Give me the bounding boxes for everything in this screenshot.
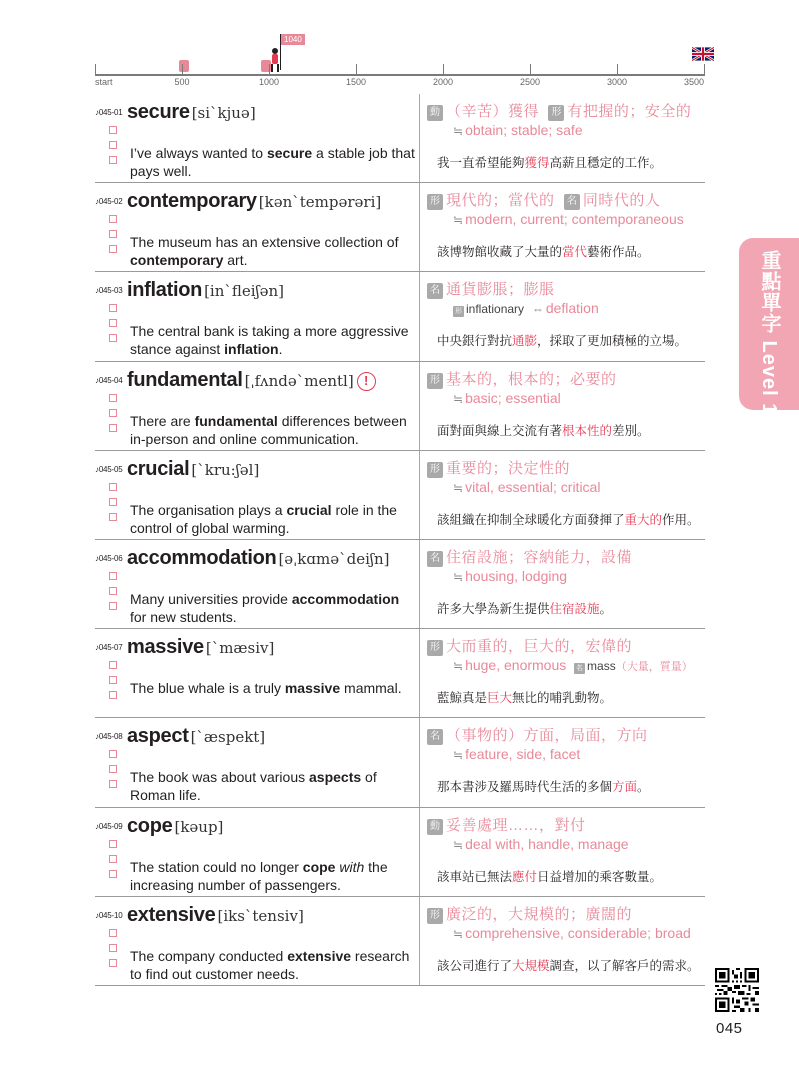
timeline-tick-label: 500 [174, 77, 190, 87]
track-id: 045-05 [98, 464, 123, 474]
review-checkbox[interactable] [109, 780, 117, 788]
definition: 重要的；決定性的 [446, 459, 571, 477]
track-id: 045-01 [98, 108, 123, 117]
example-sentence [130, 233, 416, 269]
phonetic: [siˋkjuə] [191, 104, 256, 122]
synonym-line [453, 568, 567, 584]
audio-track-number[interactable]: ♪045-01 [95, 108, 123, 117]
part-of-speech-icon: 形 [427, 640, 443, 656]
part-of-speech-icon: 動 [427, 819, 443, 835]
sentence-keyword: aspects [309, 769, 362, 786]
track-id: 045-03 [98, 286, 123, 296]
review-checkbox[interactable] [109, 156, 117, 164]
sentence-text: There are [130, 412, 195, 429]
headword-line [95, 279, 284, 302]
entry-right-panel [427, 183, 705, 271]
part-of-speech-icon: 形 [427, 373, 443, 389]
phonetic: [inˋfleiʃən] [204, 282, 285, 301]
translation-text: 藝術作品。 [587, 245, 650, 260]
headword: massive [126, 636, 204, 659]
synonyms: obtain; stable; safe [465, 122, 583, 138]
timeline-tick-label: 1500 [345, 77, 367, 87]
sentence-keyword: accommodation [291, 590, 400, 607]
definition: 基本的，根本的；必要的 [446, 370, 617, 388]
entry-right-panel [427, 718, 705, 806]
timeline-tick-label: 2000 [432, 77, 454, 87]
synonyms: vital, essential; critical [465, 478, 601, 495]
definition: 大而重的，巨大的，宏偉的 [446, 638, 633, 656]
entry-right-panel [427, 451, 705, 539]
audio-track-number[interactable]: ♪045-09 [95, 821, 123, 831]
audio-track-number[interactable]: ♪045-04 [95, 375, 123, 385]
definition: 現代的；當代的 [446, 192, 555, 210]
translation [437, 688, 612, 706]
translation-text: 調查，以了解客戶的需求。 [549, 958, 700, 973]
translation [437, 956, 700, 974]
translation-text: 中央銀行對抗 [437, 334, 513, 349]
derivative-pos-icon: 名 [576, 665, 584, 673]
phonetic: [iksˋtensiv] [217, 906, 304, 925]
synonym-line [453, 836, 629, 852]
review-checkbox[interactable] [109, 587, 117, 595]
translation-keyword: 通膨 [512, 334, 538, 349]
sentence-text: of Roman life. [130, 769, 377, 804]
review-checkbox[interactable] [109, 141, 117, 149]
synonyms: housing, lodging [465, 567, 568, 584]
translation-text: 高薪且穩定的工作。 [549, 156, 663, 170]
sentence-text: The book was about various [130, 769, 309, 786]
synonym-line [453, 925, 691, 941]
headword: inflation [126, 279, 203, 302]
definition-line [427, 189, 660, 210]
synonym-line [453, 300, 599, 317]
translation-text: 許多大學為新生提供 [437, 601, 550, 616]
timeline-tick-label: 3500 [683, 77, 705, 87]
sentence-text: The station could no longer [130, 858, 303, 875]
translation-text: 那本書涉及羅馬時代生活的多個 [437, 780, 613, 795]
headword: aspect [126, 725, 189, 748]
phonetic: [ˋmæsiv] [205, 639, 275, 658]
audio-track-number[interactable]: ♪045-05 [95, 464, 123, 474]
headword-line [95, 904, 304, 927]
sentence-text: for new students. [130, 608, 237, 625]
sentence-text: The company conducted [130, 947, 288, 964]
review-checkbox[interactable] [109, 572, 117, 580]
sentence-text: The central bank is taking a more aggressive stance against [130, 323, 409, 358]
synonym-icon: ≒ [453, 391, 464, 406]
audio-track-number[interactable]: ♪045-08 [95, 732, 123, 742]
timeline-tick [356, 64, 357, 74]
vocab-entry [95, 629, 705, 718]
translation [437, 421, 650, 439]
definition: 同時代的人 [582, 192, 661, 210]
antonym: deflation [545, 300, 599, 317]
translation-text: 該組織在抑制全球暖化方面發揮了 [437, 512, 625, 527]
definition-line [427, 635, 632, 656]
vocab-entry [95, 451, 705, 540]
example-sentence [130, 858, 416, 894]
synonym-icon: ≒ [453, 926, 464, 941]
translation-text: 該公司進行了 [437, 958, 513, 973]
example-sentence [130, 679, 416, 697]
definition-line [427, 100, 691, 121]
example-sentence [130, 412, 416, 448]
translation-text: 差別。 [612, 423, 650, 438]
vocab-entry [95, 183, 705, 272]
review-checkbox[interactable] [109, 230, 117, 238]
derivative-pos-icon: 形 [455, 308, 462, 316]
translation-keyword: 當代 [562, 245, 588, 260]
part-of-speech-icon: 形 [548, 105, 564, 121]
headword-line [95, 458, 259, 481]
review-checkboxes [109, 929, 118, 974]
example-sentence [130, 501, 416, 537]
review-checkboxes [109, 661, 118, 706]
entry-right-panel [427, 94, 705, 182]
translation-keyword: 大規模 [512, 958, 550, 973]
sentence-keyword: fundamental [194, 412, 278, 429]
synonym-line [453, 657, 693, 674]
translation-text: ，採取了更加積極的立場。 [537, 334, 688, 349]
chapter-side-tab [739, 238, 799, 416]
timeline-tick [182, 64, 183, 74]
entry-left-panel [95, 451, 420, 539]
page-number: 045 [716, 1020, 743, 1037]
vocab-entry [95, 272, 705, 361]
sentence-text: The organisation plays a [130, 501, 287, 518]
headword-line [95, 725, 265, 748]
sentence-text: the increasing number of passengers. [130, 858, 388, 893]
headword-line [95, 547, 389, 570]
sentence-keyword: secure [266, 145, 313, 161]
definition-line [427, 724, 648, 745]
antonym-icon: ⇔ [531, 302, 544, 317]
entry-left-panel [95, 629, 420, 717]
timeline-tick-label: 3000 [606, 77, 628, 87]
synonym-icon: ≒ [453, 569, 464, 584]
definition: 妥善處理……，對付 [446, 816, 586, 834]
review-checkbox[interactable] [109, 676, 117, 684]
definition-line [427, 457, 570, 478]
translation-text: 。 [637, 780, 650, 795]
vocab-entry [95, 718, 705, 807]
definition-line [427, 278, 555, 299]
audio-track-number[interactable]: ♪045-10 [95, 910, 123, 920]
progress-axis-line [95, 74, 705, 76]
definition: 通貨膨脹；膨脹 [446, 281, 555, 299]
entry-left-panel [95, 362, 420, 450]
audio-track-number[interactable]: ♪045-02 [95, 197, 123, 207]
entry-right-panel [427, 897, 705, 985]
review-checkbox[interactable] [109, 944, 117, 952]
derivative-word: inflationary [466, 302, 525, 317]
review-checkbox[interactable] [109, 661, 117, 669]
synonym-line [453, 746, 580, 762]
translation [437, 867, 662, 885]
review-checkbox[interactable] [109, 929, 117, 937]
entry-left-panel [95, 94, 420, 182]
review-checkboxes [109, 304, 118, 349]
derivative-note: （大量，質量） [615, 661, 693, 674]
sentence-text: differences between in-person and online communication. [130, 412, 407, 447]
translation-text: 無比的哺乳動物。 [512, 691, 613, 706]
translation [437, 331, 687, 349]
progress-marker-walker-icon [271, 48, 279, 72]
timeline-tick [530, 64, 531, 74]
translation-keyword: 應付 [512, 869, 538, 884]
synonyms: modern, current; contemporaneous [465, 211, 684, 228]
translation-keyword: 根本性的 [562, 423, 613, 438]
synonym-icon: ≒ [453, 837, 464, 852]
translation-keyword: 重大的 [624, 512, 663, 527]
timeline-tick [443, 64, 444, 74]
vocabulary-list [95, 94, 705, 986]
synonym-icon: ≒ [453, 213, 464, 228]
phonetic: [ˋæspekt] [190, 728, 266, 747]
entry-right-panel [427, 540, 705, 628]
entry-right-panel [427, 808, 705, 896]
reader-figure-icon [179, 60, 189, 72]
timeline-tick-label: 1000 [258, 77, 280, 87]
entry-left-panel [95, 808, 420, 896]
review-checkbox[interactable] [109, 691, 117, 699]
review-checkbox[interactable] [109, 840, 117, 848]
qr-code-icon[interactable] [715, 968, 759, 1012]
progress-current-flag: 1040 [281, 34, 305, 45]
part-of-speech-icon: 名 [427, 551, 443, 567]
review-checkbox[interactable] [109, 870, 117, 878]
translation [437, 777, 650, 795]
example-sentence [130, 768, 416, 804]
review-checkbox[interactable] [109, 215, 117, 223]
example-sentence [130, 322, 416, 358]
translation-text: 日益增加的乘客數量。 [537, 869, 663, 884]
definition: 有把握的；安全的 [567, 103, 692, 120]
phonetic: [kənˋtempərəri] [258, 193, 382, 212]
translation-text: 藍鯨真是 [437, 691, 488, 706]
part-of-speech-icon: 形 [427, 194, 443, 210]
part-of-speech-icon: 形 [427, 462, 443, 478]
example-sentence [130, 590, 416, 626]
review-checkbox[interactable] [109, 304, 117, 312]
review-checkbox[interactable] [109, 513, 117, 521]
translation [437, 510, 700, 528]
headword: accommodation [126, 546, 277, 569]
track-id: 045-06 [98, 553, 123, 563]
vocab-entry [95, 362, 705, 451]
part-of-speech-icon: 名 [427, 729, 443, 745]
entry-right-panel [427, 272, 705, 360]
review-checkbox[interactable] [109, 602, 117, 610]
headword-line [95, 190, 381, 213]
definition-line [427, 546, 632, 567]
synonym-icon: ≒ [453, 124, 464, 138]
audio-track-number[interactable]: ♪045-06 [95, 553, 123, 563]
review-checkbox[interactable] [109, 483, 117, 491]
timeline-tick [617, 64, 618, 74]
review-checkboxes [109, 840, 118, 885]
warning-icon: ! [357, 372, 376, 391]
chapter-side-tab-label: 重點單字 Level 1 [758, 250, 780, 416]
sentence-text: The blue whale is a truly [130, 680, 285, 697]
headword: contemporary [126, 190, 257, 213]
review-checkbox[interactable] [109, 334, 117, 342]
derivative-word: mass [587, 659, 616, 674]
sentence-keyword: contemporary [130, 252, 224, 269]
review-checkboxes [109, 126, 118, 171]
review-checkbox[interactable] [109, 765, 117, 773]
definition: 住宿設施；容納能力，設備 [446, 548, 633, 566]
definition: （事物的）方面，局面，方向 [446, 727, 648, 745]
sentence-text: The museum has an extensive collection of [130, 234, 399, 251]
synonym-icon: ≒ [453, 480, 464, 495]
review-checkboxes [109, 394, 118, 439]
definition-line [427, 903, 632, 924]
review-checkbox[interactable] [109, 126, 117, 134]
synonym-line [453, 211, 684, 227]
translation-text: 面對面與線上交流有著 [437, 423, 563, 438]
sentence-text: mammal. [340, 680, 402, 697]
example-sentence [130, 144, 416, 180]
part-of-speech-icon: 形 [427, 908, 443, 924]
entry-left-panel [95, 718, 420, 806]
entry-right-panel [427, 629, 705, 717]
part-of-speech-icon: 名 [564, 194, 580, 210]
sentence-text: art. [223, 252, 248, 269]
translation-keyword: 巨大 [487, 691, 513, 706]
sentence-keyword: cope [302, 858, 336, 875]
translation-text: 我一直希望能夠 [437, 156, 525, 170]
sentence-text: role in the control of global warming. [130, 501, 397, 536]
headword: fundamental [126, 368, 243, 391]
sentence-text: a stable job that pays well. [130, 145, 415, 179]
synonym-icon: ≒ [453, 748, 464, 763]
synonyms: deal with, handle, manage [465, 835, 629, 852]
sentence-text: . [278, 341, 283, 358]
sentence-text: Many universities provide [130, 590, 292, 607]
review-checkbox[interactable] [109, 855, 117, 863]
sentence-keyword: inflation [224, 341, 279, 358]
review-checkboxes [109, 483, 118, 528]
translation-text: 作用。 [662, 512, 700, 527]
translation-text: 。 [599, 601, 613, 616]
headword-line [95, 815, 223, 838]
headword: crucial [126, 457, 190, 480]
headword-line [95, 636, 274, 659]
vocab-entry [95, 808, 705, 897]
vocab-entry [95, 94, 705, 183]
review-checkbox[interactable] [109, 409, 117, 417]
audio-track-number[interactable]: ♪045-07 [95, 643, 123, 653]
sentence-collocation: with [339, 858, 365, 875]
headword: extensive [126, 903, 216, 926]
entry-left-panel [95, 897, 420, 985]
synonyms: huge, enormous [465, 657, 567, 674]
synonyms: comprehensive, considerable; broad [465, 924, 691, 941]
sentence-text: I’ve always wanted to [130, 145, 267, 161]
part-of-speech-icon: 名 [427, 283, 443, 299]
audio-track-number[interactable]: ♪045-03 [95, 286, 123, 296]
phonetic: [ˋkru:ʃəl] [191, 460, 260, 479]
translation-keyword: 方面 [612, 780, 638, 795]
entry-left-panel [95, 540, 420, 628]
review-checkboxes [109, 215, 118, 260]
track-id: 045-08 [98, 732, 123, 742]
headword-line [95, 101, 256, 124]
synonym-icon: ≒ [453, 659, 464, 674]
definition: 廣泛的，大規模的；廣闊的 [446, 905, 633, 923]
review-checkbox[interactable] [109, 959, 117, 967]
review-checkbox[interactable] [109, 394, 117, 402]
progress-timeline [95, 30, 705, 94]
synonyms: feature, side, facet [465, 746, 581, 763]
timeline-tick [269, 64, 270, 74]
translation [437, 153, 662, 171]
track-id: 045-02 [98, 197, 123, 207]
review-checkbox[interactable] [109, 319, 117, 327]
translation-text: 該博物館收藏了大量的 [437, 245, 563, 260]
synonym-line [453, 479, 600, 495]
timeline-tick [704, 64, 705, 74]
track-id: 045-07 [98, 643, 123, 653]
vocab-entry [95, 540, 705, 629]
phonetic: [əˌkɑməˋdeiʃn] [278, 549, 390, 568]
headword-line [95, 369, 376, 392]
translation-keyword: 獲得 [524, 156, 550, 170]
sentence-keyword: crucial [286, 501, 332, 518]
timeline-tick-label: start [95, 77, 113, 87]
translation [437, 599, 612, 617]
part-of-speech-icon: 動 [427, 105, 443, 121]
review-checkbox[interactable] [109, 245, 117, 253]
track-id: 045-04 [98, 375, 123, 385]
review-checkboxes [109, 750, 118, 795]
definition: （辛苦）獲得 [446, 103, 540, 120]
headword: secure [126, 101, 190, 123]
definition-line [427, 814, 586, 835]
sentence-keyword: extensive [287, 947, 352, 964]
translation-keyword: 住宿設施 [549, 601, 600, 616]
synonym-line [453, 390, 561, 406]
phonetic: [kəup] [174, 817, 224, 836]
review-checkbox[interactable] [109, 424, 117, 432]
phonetic: [ˌfʌndəˋmentl] [244, 371, 354, 390]
entry-right-panel [427, 362, 705, 450]
synonym-line [453, 122, 583, 138]
definition-line [427, 368, 617, 389]
example-sentence [130, 947, 416, 983]
track-id: 045-09 [98, 821, 123, 831]
track-id: 045-10 [98, 910, 123, 920]
headword: cope [126, 814, 173, 837]
translation [437, 242, 650, 260]
entry-left-panel [95, 272, 420, 360]
synonyms: basic; essential [465, 389, 561, 406]
uk-flag-icon [692, 47, 714, 61]
review-checkbox[interactable] [109, 750, 117, 758]
review-checkboxes [109, 572, 118, 617]
sentence-text: research to find out customer needs. [130, 947, 410, 982]
sentence-keyword: massive [284, 680, 341, 697]
timeline-tick-label: 2500 [519, 77, 541, 87]
timeline-tick [95, 64, 96, 74]
review-checkbox[interactable] [109, 498, 117, 506]
entry-left-panel [95, 183, 420, 271]
vocab-entry [95, 897, 705, 986]
translation-text: 該車站已無法 [437, 869, 513, 884]
